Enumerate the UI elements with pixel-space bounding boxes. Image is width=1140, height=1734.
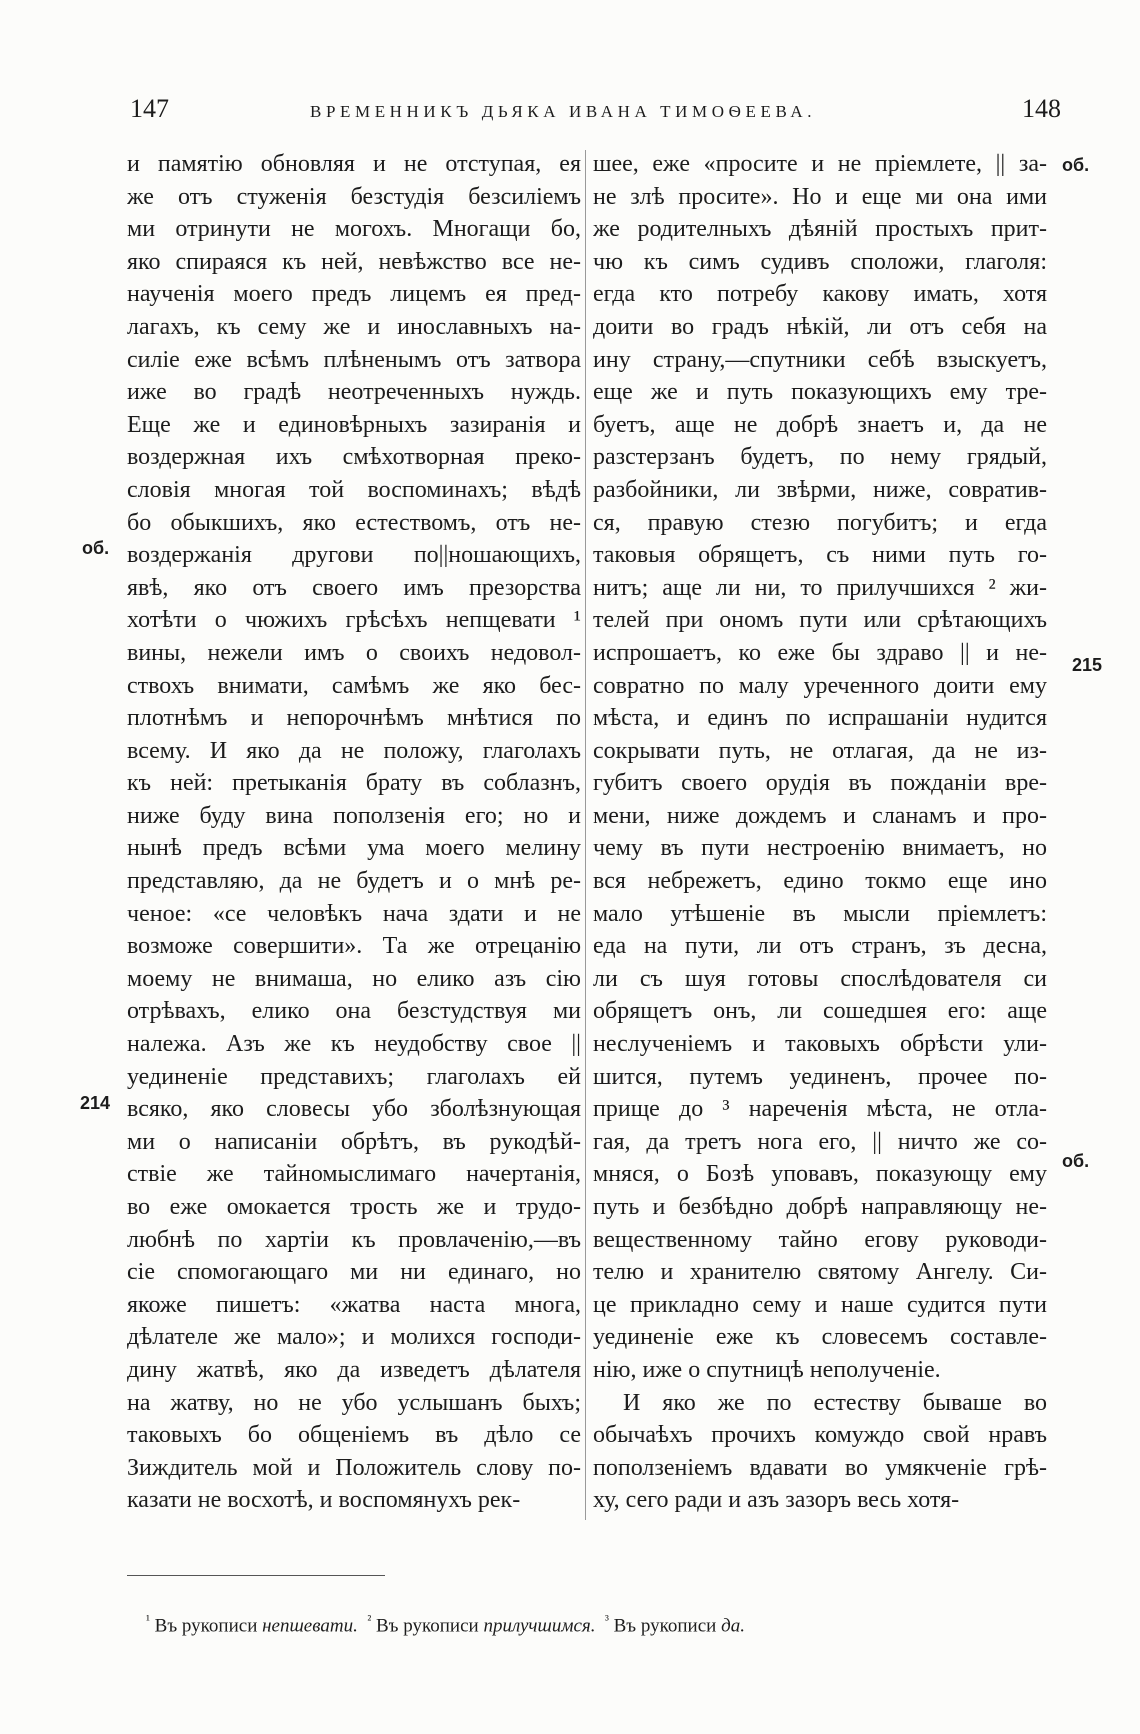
text-line: во еже омокается трость же и трудо- (127, 1194, 581, 1220)
margin-note-ob-left: об. (82, 538, 110, 558)
text-line: возможе совершити». Та же отрецанію (127, 933, 581, 960)
text-line: нитъ; аще ли ни, то прилучшихся ² жи- (593, 574, 1047, 601)
column-divider (585, 150, 586, 1520)
text-line: на жатву, но не убо услышанъ быхъ; (127, 1389, 581, 1416)
text-line: явѣ, яко отъ своего имъ презорства (127, 574, 581, 601)
text-line: же отъ стуженія безстудія безсиліемъ (127, 183, 581, 210)
text-line: якоже пишетъ: «жатва наста многа, (127, 1291, 581, 1318)
text-line: вещественному тайно егову руководи- (593, 1226, 1047, 1253)
margin-note-215: 215 (1072, 655, 1103, 675)
text-line: вся небрежетъ, едино токмо еще ино (593, 868, 1047, 895)
text-line: плотнѣмъ и непорочнѣмъ мнѣтися по (127, 705, 581, 732)
text-line: шее, еже «просите и не пріемлете, || за- (593, 151, 1047, 177)
page-header (0, 94, 1140, 134)
text-line: воздержанія другови по||ношающихъ, (127, 542, 581, 569)
text-line: еще же и путь показующихъ ему тре- (593, 379, 1047, 406)
text-line: неслученіемъ и таковыхъ обрѣсти ули- (593, 1031, 1047, 1058)
text-line: уединеніе еже къ словесемъ составле- (593, 1324, 1047, 1351)
text-line: яко спираяся къ ней, невѣжство все не- (127, 248, 581, 275)
text-line: ченое: «се человѣкъ нача здати и не (127, 900, 581, 927)
text-line: дину жатвѣ, яко да изведетъ дѣлателя (127, 1356, 581, 1383)
text-line: наученія моего предъ лицемъ ея пред- (127, 281, 581, 308)
text-line: нынѣ предъ всѣми ума моего мелину (127, 835, 581, 862)
text-line: испрошаетъ, ко еже бы здраво || и не- (593, 639, 1047, 666)
text-line: чю къ симъ судивъ сположи, глаголя: (593, 248, 1047, 275)
footnote-text-3: Въ рукописи (613, 1615, 717, 1637)
text-line: телю и хранителю святому Ангелу. Си- (593, 1259, 1047, 1286)
text-line: ствіе же тайномыслимаго начертанія, (127, 1161, 581, 1188)
text-line: къ ней: претыканія брату въ соблазнъ, (127, 770, 581, 797)
left-page-number: 147 (130, 94, 169, 123)
text-line: таковыхъ бо общеніемъ въ дѣло се (127, 1422, 581, 1449)
footnote-word-1: непшевати. (262, 1615, 358, 1637)
text-line: силіе еже всѣмъ плѣненымъ отъ затвора (127, 346, 581, 373)
text-line: мѣста, и единъ по испрашаніи нудится (593, 705, 1047, 732)
text-line: всяко, яко словесы убо зболѣзнующая (127, 1096, 581, 1123)
text-line: не злѣ просите». Но и еще ми она ими (593, 183, 1047, 210)
text-line: ли съ шуя готовы спослѣдователя си (593, 965, 1047, 992)
footnote-marker-3: ³ (604, 1612, 609, 1627)
text-line: словія многая той воспоминахъ; вѣдѣ (127, 476, 581, 503)
text-line: доити во градъ нѣкій, ли отъ себя на (593, 313, 1047, 340)
text-line: сіе спомогающаго ми ни единаго, но (127, 1259, 581, 1286)
right-text-column (593, 148, 1047, 1517)
text-line: ниже буду вина поползенія его; но и (127, 802, 581, 829)
footnote-word-2: прилучшимся. (483, 1615, 596, 1637)
text-line: И яко же по естеству бываше во (623, 1389, 1047, 1416)
text-line: ху, сего ради и азъ зазоръ весь хотя- (593, 1487, 960, 1514)
text-line: обычаѣхъ прочихъ комуждо свой нравъ (593, 1422, 1047, 1449)
footnote-rule (127, 1575, 385, 1576)
text-line: всему. И яко да не положу, глаголахъ (127, 737, 581, 764)
text-line: егда кто потребу какову имать, хотя (593, 281, 1047, 308)
text-line: мало утѣшеніе въ мысли пріемлетъ: (593, 900, 1047, 927)
text-line: таковыя обрящетъ, съ ними путь го- (593, 542, 1047, 569)
text-line: уединеніе представихъ; глаголахъ ей (127, 1063, 581, 1090)
text-line: разстерзанъ будетъ, по нему грядый, (593, 444, 1047, 471)
text-line: отрѣвахъ, елико она безстудствуя ми (127, 998, 581, 1025)
text-line: мени, ниже дождемъ и сланамъ и про- (593, 802, 1047, 829)
footnote-marker-1: ¹ (146, 1612, 150, 1627)
text-line: бо обыкшихъ, яко естествомъ, отъ не- (127, 509, 581, 536)
text-line: казати не восхотѣ, и воспомянухъ рек- (127, 1487, 521, 1514)
text-line: путь и безбѣдно добрѣ направляющу не- (593, 1194, 1047, 1220)
text-line: прище до ³ нареченія мѣста, не отла- (593, 1096, 1047, 1123)
running-title: ВРЕМЕННИКЪ ДЬЯКА ИВАНА ТИМОѲЕЕВА. (310, 102, 817, 121)
text-line: ми отринути не могохъ. Многащи бо, (127, 216, 581, 243)
text-line: поползеніемъ вдавати во умякченіе грѣ- (593, 1454, 1047, 1481)
text-line: дѣлателе же мало»; и молихся господи- (127, 1324, 581, 1351)
text-line: телей при ономъ пути или срѣтающихъ (593, 607, 1047, 634)
text-line: губитъ своего орудія въ пожданіи вре- (593, 770, 1047, 797)
text-line: разбойники, ли звѣрми, ниже, совратив- (593, 476, 1047, 503)
text-line: же родителныхъ дѣяній простыхъ прит- (593, 216, 1047, 243)
text-line: ину страну,—спутники себѣ взыскуетъ, (593, 346, 1047, 373)
text-line: иже во градѣ неотреченныхъ нуждь. (127, 379, 581, 406)
text-line: буетъ, аще не добрѣ знаетъ и, да не (593, 411, 1047, 438)
text-line: лагахъ, къ сему же и инославныхъ на- (127, 313, 581, 340)
text-line: и памятію обновляя и не отступая, ея (127, 151, 581, 177)
text-line: це прикладно сему и наше судится пути (593, 1291, 1047, 1318)
text-line: обрящетъ онъ, ли сошедшея его: аще (593, 998, 1047, 1025)
text-line: еда на пути, ли отъ странъ, зъ десна, (593, 933, 1047, 960)
margin-note-ob-right-top: об. (1062, 155, 1090, 175)
text-line: Еще же и единовѣрныхъ зазиранія и (127, 411, 581, 438)
text-line: належа. Азъ же къ неудобству свое || (127, 1031, 581, 1058)
text-line: гая, да третъ нога его, || ничто же со- (593, 1128, 1047, 1155)
footnotes (146, 1612, 745, 1637)
text-line: вины, нежели имъ о своихъ недовол- (127, 639, 581, 666)
text-line: чему въ пути нестроенію внимаетъ, но (593, 835, 1047, 862)
footnote-text-1: Въ рукописи (154, 1615, 258, 1637)
text-line: нію, иже о спутницѣ неполученіе. (593, 1356, 941, 1383)
text-line: совратно по малу уреченного доити ему (593, 672, 1047, 699)
text-line: моему не внимаша, но елико азъ сію (127, 965, 581, 992)
text-line: воздержная ихъ смѣхотворная преко- (127, 444, 581, 471)
left-text-column (127, 148, 581, 1517)
text-line: шится, путемъ уединенъ, прочее по- (593, 1063, 1047, 1090)
right-page-number: 148 (1022, 94, 1061, 123)
text-line: представляю, да не будетъ и о мнѣ ре- (127, 868, 581, 895)
text-line: хотѣти о чюжихъ грѣсѣхъ непщевати ¹ (127, 607, 581, 634)
footnote-word-3: да. (721, 1615, 745, 1637)
text-line: мняся, о Бозѣ уповавъ, показующу ему (593, 1161, 1047, 1188)
text-line: ми о написаніи обрѣтъ, въ рукодѣй- (127, 1128, 581, 1155)
text-line: сокрывати путь, не отлагая, да не из- (593, 737, 1047, 764)
text-line: любнѣ по хартіи къ провлаченію,—въ (127, 1226, 581, 1253)
footnote-marker-2: ² (367, 1612, 372, 1627)
footnote-text-2: Въ рукописи (376, 1615, 479, 1637)
margin-note-ob-right-bottom: об. (1062, 1151, 1090, 1171)
text-line: ся, правую стезю погубитъ; и егда (593, 509, 1047, 536)
text-line: Зиждитель мой и Положитель слову по- (127, 1454, 581, 1481)
text-line: ствохъ внимати, самѣмъ же яко бес- (127, 672, 581, 699)
margin-note-214: 214 (80, 1093, 111, 1113)
